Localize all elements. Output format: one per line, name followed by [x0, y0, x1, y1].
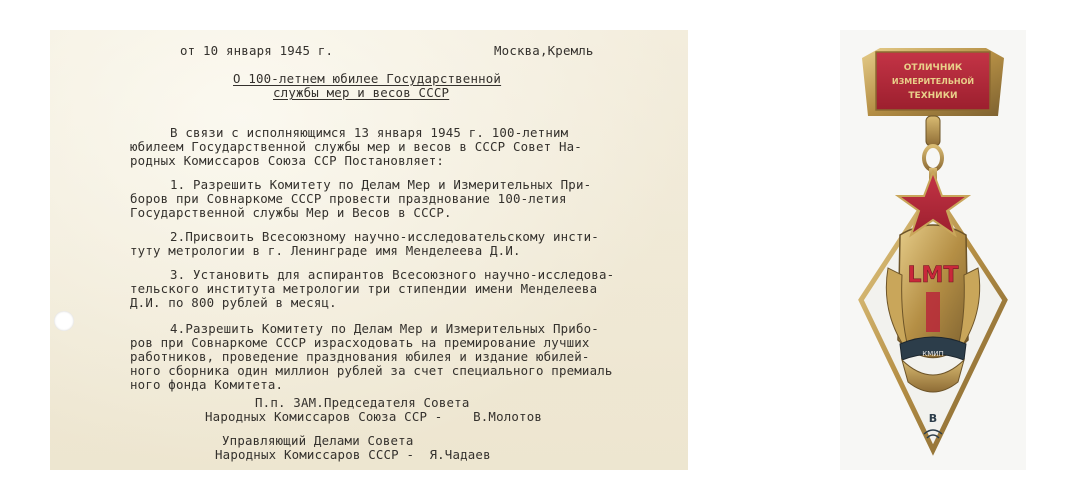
item2-line-1: 2.Присвоить Всесоюзному научно-исследовательскому инсти-: [170, 229, 599, 244]
item4-line-5: ного фонда Комитета.: [130, 377, 284, 392]
signature-block-1-line-1: П.п. ЗАМ.Председателя Совета: [255, 395, 470, 410]
badge-plaque: [862, 48, 1004, 116]
item1-line-1: 1. Разрешить Комитету по Делам Мер и Измерительных При-: [170, 177, 592, 192]
item4-line-3: работников, проведение празднования юбилея и издание юбилей-: [130, 349, 590, 364]
intro-line-2: юбилеем Государственной службы мер и весов в СССР Совет На-: [130, 139, 582, 154]
place-line: Москва,Кремль: [494, 43, 594, 58]
intro-line-3: родных Комиссаров Союза ССР Постановляет:: [130, 153, 445, 168]
item1-line-3: Государственной службы Мер и Весов в СССР.: [130, 205, 452, 220]
decree-document: [50, 30, 688, 470]
item3-line-3: Д.И. по 800 рублей в месяц.: [130, 295, 337, 310]
item4-line-2: ров при Совнаркоме СССР израсходовать на премирование лучших: [130, 335, 590, 350]
item2-line-2: туту метрологии в г. Ленинграде имя Менделеева Д.И.: [130, 243, 521, 258]
emblem-red-stripe: [926, 292, 940, 332]
signature-block-2-line-2: Народных Комиссаров СССР - Я.Чадаев: [215, 447, 491, 462]
bottom-letter: В: [928, 412, 938, 425]
plaque-text-line-2: ИЗМЕРИТЕЛЬНОЙ: [891, 77, 975, 86]
date-line: от 10 января 1945 г.: [180, 43, 334, 58]
ribbon-text: КМИП: [922, 350, 944, 358]
signature-block-2-line-1: Управляющий Делами Совета: [222, 433, 414, 448]
item4-line-1: 4.Разрешить Комитету по Делам Мер и Измерительных Прибо-: [170, 321, 599, 336]
emblem-letters: LMT: [907, 263, 959, 288]
title-line-2: службы мер и весов СССР: [273, 85, 450, 100]
item3-line-1: 3. Установить для аспирантов Всесоюзного научно-исследова-: [170, 267, 615, 282]
plaque-text-line-3: ТЕХНИКИ: [908, 91, 958, 101]
badge-illustration: [840, 30, 1026, 470]
signature-block-1-line-2: Народных Комиссаров Союза ССР - В.Молотов: [205, 409, 543, 424]
title-line-1: О 100-летнем юбилее Государственной: [233, 71, 502, 86]
punch-hole: [54, 311, 74, 331]
item4-line-4: ного сборника один миллион рублей за счет специального премиаль: [130, 363, 613, 378]
intro-line-1: В связи с исполняющимся 13 января 1945 г. 100-летним: [170, 125, 569, 140]
plaque-text-line-1: ОТЛИЧНИК: [903, 63, 963, 73]
item3-line-2: тельского института метрологии три стипендии имени Менделеева: [130, 281, 598, 296]
torn-top-edge: [340, 30, 510, 36]
item1-line-2: боров при Совнаркоме СССР провести празднование 100-летия: [130, 191, 567, 206]
